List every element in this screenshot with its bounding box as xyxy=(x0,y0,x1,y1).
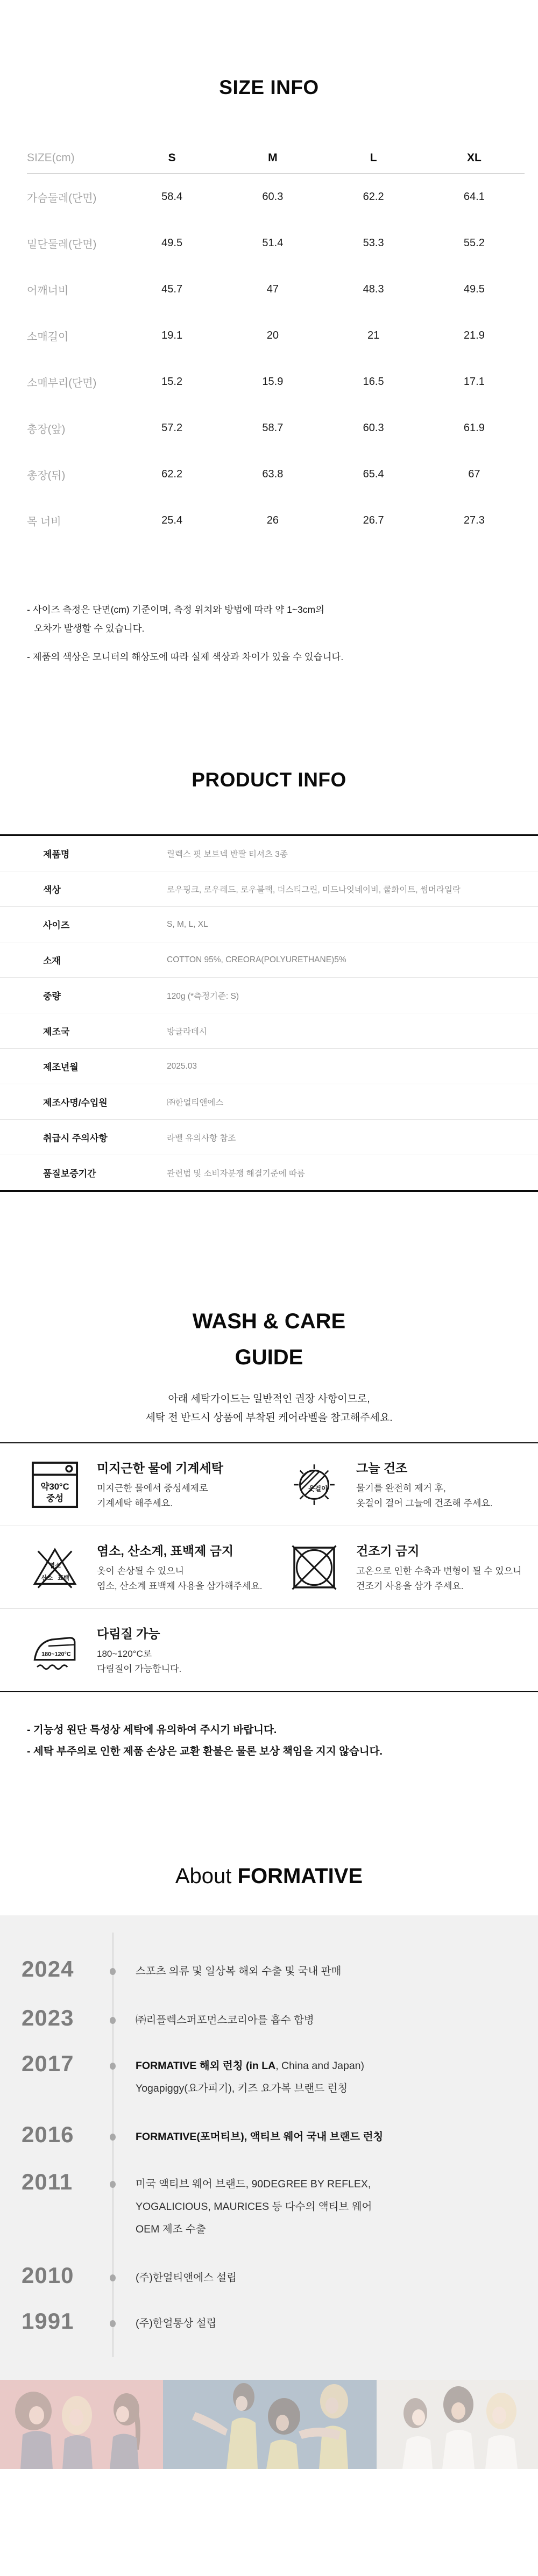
product-row-warranty: 품질보증기간 관련법 및 소비자분쟁 해결기준에 따름 xyxy=(43,1169,305,1179)
timeline-entry-2024: 2024 스포츠 의류 및 일상복 해외 수출 및 국내 판매 xyxy=(22,1956,342,1981)
wash-care-title: WASH & CARE GUIDE xyxy=(192,1310,346,1369)
size-row-length-back: 총장(뒤) 62.2 63.8 65.4 67 xyxy=(27,468,480,482)
size-row-sleeve-length: 소매길이 19.1 20 21 21.9 xyxy=(27,329,485,343)
wash-item-desc: 180~120°C로 다림질이 가능합니다. xyxy=(97,1648,182,1674)
size-row-length-front: 총장(앞) 57.2 58.7 60.3 61.9 xyxy=(27,421,485,435)
timeline-entry-2010: 2010 (주)한얼티앤에스 설립 xyxy=(22,2263,237,2288)
wash-warnings xyxy=(0,1719,538,1762)
wash-item-desc: 고온으로 인한 수축과 변형이 될 수 있으니 건조기 사용을 삼가 주세요. xyxy=(356,1565,522,1591)
size-col-xl: XL xyxy=(466,152,482,164)
size-row-shoulder: 어깨너비 45.7 47 48.3 49.5 xyxy=(27,283,485,297)
wash-item-empty xyxy=(269,1609,538,1691)
size-table-header-unit: SIZE(cm) xyxy=(27,152,75,164)
timeline-entry-1991: 1991 (주)한얼통상 설립 xyxy=(22,2308,217,2334)
svg-text:옷걸이: 옷걸이 xyxy=(308,1484,328,1492)
wash-item-iron-ok xyxy=(0,1609,269,1691)
machine-wash-icon xyxy=(31,1461,79,1508)
timeline-year: 2017 xyxy=(22,2051,74,2076)
timeline-entry-2016: 2016 FORMATIVE(포머티브), 액티브 웨어 국내 브랜드 런칭 xyxy=(22,2122,384,2147)
about-title-light: About xyxy=(175,1864,232,1888)
wash-item-title: 그늘 건조 xyxy=(356,1461,408,1475)
timeline-year: 2024 xyxy=(22,1956,74,1981)
brand-photo-coral xyxy=(0,2380,163,2469)
wash-item-title: 건조기 금지 xyxy=(356,1543,420,1558)
wash-item-machine-wash xyxy=(0,1443,269,1526)
size-row-neck: 목 너비 25.4 26 26.7 27.3 xyxy=(27,514,485,528)
about-title-bold: FORMATIVE xyxy=(237,1864,363,1888)
product-row-manufacturer: 제조사명/수입원 ㈜한얼티앤에스 xyxy=(0,1084,538,1120)
wash-item-title: 염소, 산소계, 표백제 금지 xyxy=(97,1543,234,1558)
timeline-dot xyxy=(110,1968,116,1975)
brand-photo-blue xyxy=(163,2380,377,2469)
svg-text:산소: 산소 xyxy=(41,1575,53,1582)
wash-care-subtitle: 아래 세탁가이드는 일반적인 권장 사항이므로, 세탁 전 반드시 상품에 부착된 케어라벨을 참고해주세요. xyxy=(145,1393,393,1423)
size-note-2: - 제품의 색상은 모니터의 해상도에 따라 실제 색상과 차이가 있을 수 있습니다. xyxy=(27,652,344,662)
timeline-year: 2011 xyxy=(22,2169,73,2194)
timeline-dot xyxy=(110,2181,116,2188)
wash-grid-bottom-divider xyxy=(0,1691,538,1692)
product-row-material: 소재 COTTON 95%, CREORA(POLYURETHANE)5% xyxy=(0,942,538,978)
timeline-entry-2011: 2011 미국 액티브 웨어 브랜드, 90DEGREE BY REFLEX, YOGALICIOUS, MAURICES 등 다수의 액티브 웨어 OEM 제조 수출 xyxy=(22,2169,372,2235)
wash-item-title: 미지근한 물에 기계세탁 xyxy=(97,1461,223,1475)
size-row-hem: 밑단둘레(단면) 49.5 51.4 53.3 55.2 xyxy=(27,237,485,251)
wash-item-no-tumble-dry xyxy=(269,1526,538,1608)
timeline-year: 2016 xyxy=(22,2122,74,2147)
product-row-date: 제조년월 2025.03 xyxy=(0,1049,538,1084)
size-notes xyxy=(0,600,538,667)
wash-warning-1: - 기능성 원단 특성상 세탁에 유의하여 주시기 바랍니다. xyxy=(27,1724,277,1736)
timeline-dot xyxy=(110,2017,116,2024)
brand-photo-strip xyxy=(0,2380,538,2469)
product-row-caution: 취급시 주의사항 라벨 유의사항 참조 xyxy=(0,1120,538,1155)
size-info-title: SIZE INFO xyxy=(219,76,319,98)
brand-photo-gray xyxy=(377,2380,538,2469)
size-row-cuff: 소매부리(단면) 15.2 15.9 16.5 17.1 xyxy=(27,375,485,389)
no-tumble-dry-icon xyxy=(291,1544,338,1591)
svg-text:약30°C: 약30°C xyxy=(40,1481,69,1492)
wash-item-shade-dry xyxy=(269,1443,538,1526)
size-col-m: M xyxy=(268,152,278,164)
shade-dry-icon xyxy=(291,1461,338,1508)
timeline-dot xyxy=(110,2320,116,2327)
size-row-chest: 가슴둘레(단면) 58.4 60.3 62.2 64.1 xyxy=(27,190,485,204)
company-timeline xyxy=(0,1915,538,2380)
size-table xyxy=(27,143,525,543)
wash-item-desc: 옷이 손상될 수 있으니 염소, 산소계 표백제 사용을 삼가해주세요. xyxy=(97,1565,263,1591)
timeline-year: 2010 xyxy=(22,2263,74,2288)
product-row-color: 색상 로우핑크, 로우레드, 로우블랙, 더스티그린, 미드나잇네이비, 쿨화이트, 썸머라일락 xyxy=(0,871,538,907)
svg-text:염소: 염소 xyxy=(49,1562,61,1569)
wash-item-title: 다림질 가능 xyxy=(97,1626,160,1641)
timeline-year: 2023 xyxy=(22,2005,74,2030)
product-row-name: 제품명 릴렉스 핏 보트넥 반팔 티셔츠 3종 xyxy=(0,836,538,871)
size-col-l: L xyxy=(370,152,377,164)
product-row-weight: 중량 120g (*측정기준: S) xyxy=(0,978,538,1013)
wash-item-no-bleach xyxy=(0,1526,269,1608)
timeline-dot xyxy=(110,2063,116,2070)
product-row-country: 제조국 방글라데시 xyxy=(0,1013,538,1049)
timeline-entry-2017: 2017 FORMATIVE 해외 런칭 (in LA, China and Japan) Yogapiggy(요가피기), 키즈 요가복 브랜드 런칭 xyxy=(22,2051,364,2094)
svg-text:180~120°C: 180~120°C xyxy=(41,1650,71,1657)
iron-ok-icon xyxy=(31,1627,79,1674)
size-col-s: S xyxy=(168,152,176,164)
timeline-year: 1991 xyxy=(22,2308,74,2334)
product-info-title: PRODUCT INFO xyxy=(192,769,346,791)
product-row-size: 사이즈 S, M, L, XL xyxy=(0,907,538,942)
timeline-dot xyxy=(110,2134,116,2141)
about-title xyxy=(0,1864,538,1888)
wash-care-grid xyxy=(0,1443,538,1692)
wash-warning-2: - 세탁 부주의로 인한 제품 손상은 교환 환불은 물론 보상 책임을 지지 않습니다. xyxy=(27,1745,383,1757)
svg-text:표백: 표백 xyxy=(58,1575,69,1582)
wash-item-desc: 미지근한 물에서 중성세제로 기계세탁 해주세요. xyxy=(97,1483,208,1508)
size-table-header xyxy=(27,143,525,173)
timeline-dot xyxy=(110,2274,116,2281)
bottom-spacer xyxy=(0,2469,538,2576)
no-bleach-icon xyxy=(31,1544,79,1591)
size-note-1: - 사이즈 측정은 단면(cm) 기준이며, 측정 위치와 방법에 따라 약 1~3cm의 오차가 발생할 수 있습니다. xyxy=(27,604,325,634)
svg-text:중성: 중성 xyxy=(46,1492,64,1503)
product-info-table xyxy=(0,834,538,1192)
wash-item-desc: 물기를 완전히 제거 후, 옷걸이 걸어 그늘에 건조해 주세요. xyxy=(356,1483,493,1508)
timeline-entry-2023: 2023 ㈜리플렉스퍼포먼스코리아를 흡수 합병 xyxy=(22,2005,314,2030)
